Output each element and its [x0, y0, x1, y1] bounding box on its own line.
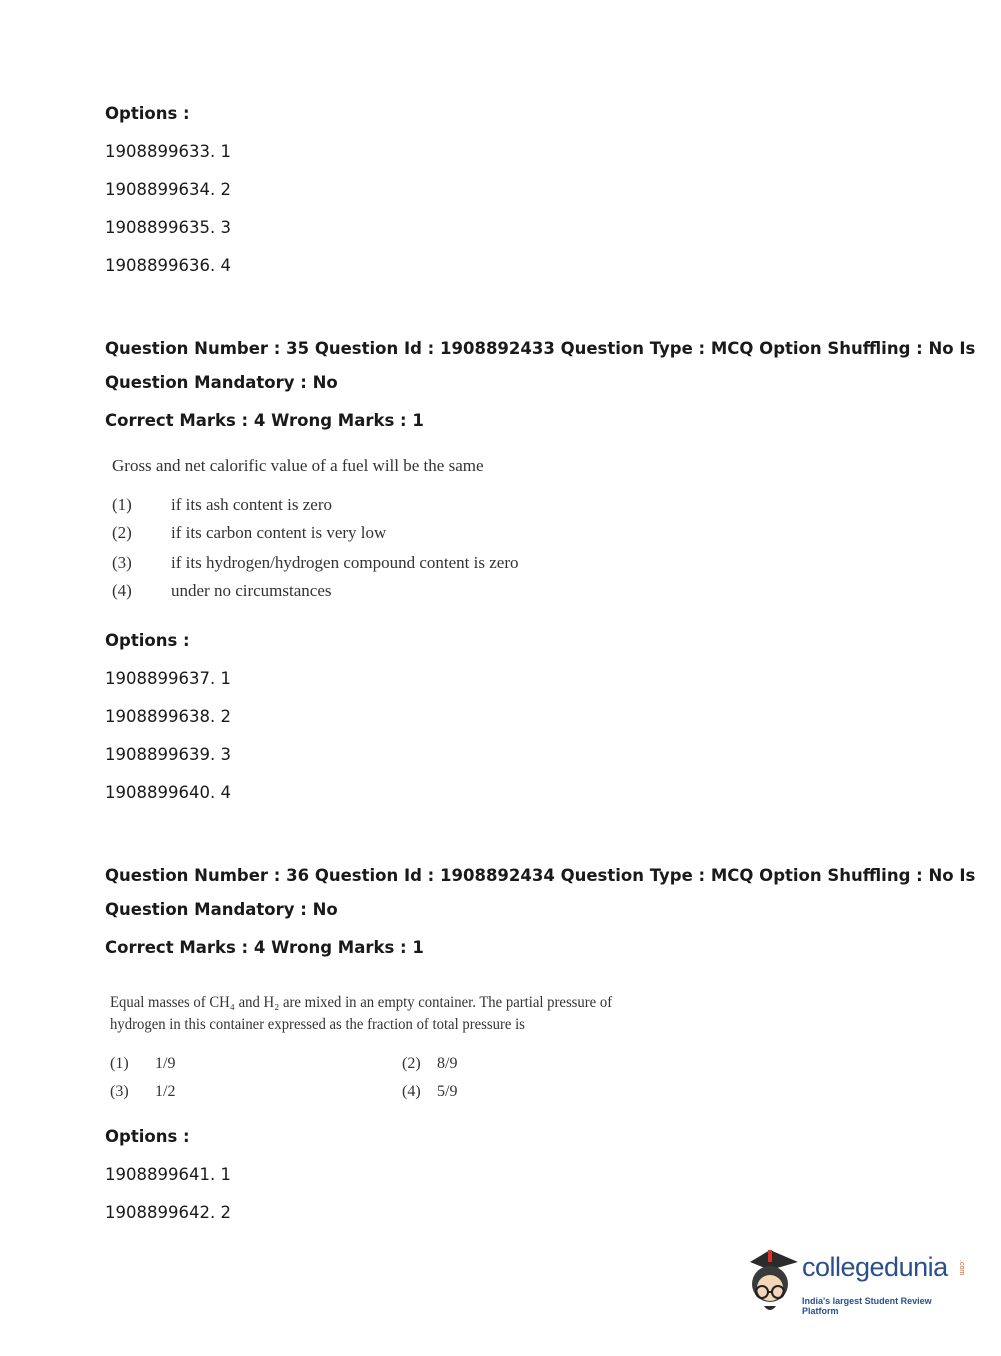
options-label: Options :	[105, 1127, 190, 1146]
question-marks: Correct Marks : 4 Wrong Marks : 1	[105, 938, 424, 957]
logo-name: collegedunia	[802, 1252, 948, 1282]
question-header: Question Number : 35 Question Id : 1908892433 Question Type : MCQ Option Shuffling : No Is	[105, 339, 976, 358]
option-item: 1908899638. 2	[105, 707, 231, 726]
choice-number: (1)	[112, 495, 132, 514]
logo-suffix: .com	[958, 1260, 965, 1276]
question-text-line1: Equal masses of CH₄ and H₂ are mixed in an empty container. The partial pressure of	[110, 994, 613, 1011]
choice-number: (3)	[110, 1083, 129, 1100]
choice-text: 8/9	[437, 1055, 458, 1072]
choice-number: (3)	[112, 553, 132, 572]
choice-text: if its carbon content is very low	[171, 523, 387, 542]
choice-text: if its hydrogen/hydrogen compound content is zero	[171, 553, 519, 572]
option-item: 1908899641. 1	[105, 1165, 231, 1184]
question-marks: Correct Marks : 4 Wrong Marks : 1	[105, 411, 424, 430]
choice-text: under no circumstances	[171, 581, 332, 600]
choice-text: 1/9	[155, 1055, 176, 1072]
option-item: 1908899639. 3	[105, 745, 231, 764]
question-header: Question Number : 36 Question Id : 1908892434 Question Type : MCQ Option Shuffling : No Is	[105, 866, 976, 885]
option-item: 1908899636. 4	[105, 256, 231, 275]
choice-number: (2)	[402, 1055, 421, 1072]
question-text: Gross and net calorific value of a fuel will be the same	[112, 456, 484, 475]
choice-text: 1/2	[155, 1083, 176, 1100]
question-mandatory: Question Mandatory : No	[105, 900, 338, 919]
collegedunia-logo	[740, 1248, 970, 1318]
options-label: Options :	[105, 104, 190, 123]
option-item: 1908899634. 2	[105, 180, 231, 199]
option-item: 1908899633. 1	[105, 142, 231, 161]
choice-number: (4)	[402, 1083, 421, 1100]
mascot-icon	[740, 1248, 802, 1318]
option-item: 1908899635. 3	[105, 218, 231, 237]
choice-text: 5/9	[437, 1083, 458, 1100]
choice-number: (1)	[110, 1055, 129, 1072]
question-mandatory: Question Mandatory : No	[105, 373, 338, 392]
option-item: 1908899642. 2	[105, 1203, 231, 1222]
option-item: 1908899640. 4	[105, 783, 231, 802]
question-text-line2: hydrogen in this container expressed as the fraction of total pressure is	[110, 1016, 525, 1033]
logo-tagline: India's largest Student Review Platform	[802, 1296, 932, 1316]
options-label: Options :	[105, 631, 190, 650]
choice-number: (4)	[112, 581, 132, 600]
option-item: 1908899637. 1	[105, 669, 231, 688]
choice-text: if its ash content is zero	[171, 495, 332, 514]
choice-number: (2)	[112, 523, 132, 542]
